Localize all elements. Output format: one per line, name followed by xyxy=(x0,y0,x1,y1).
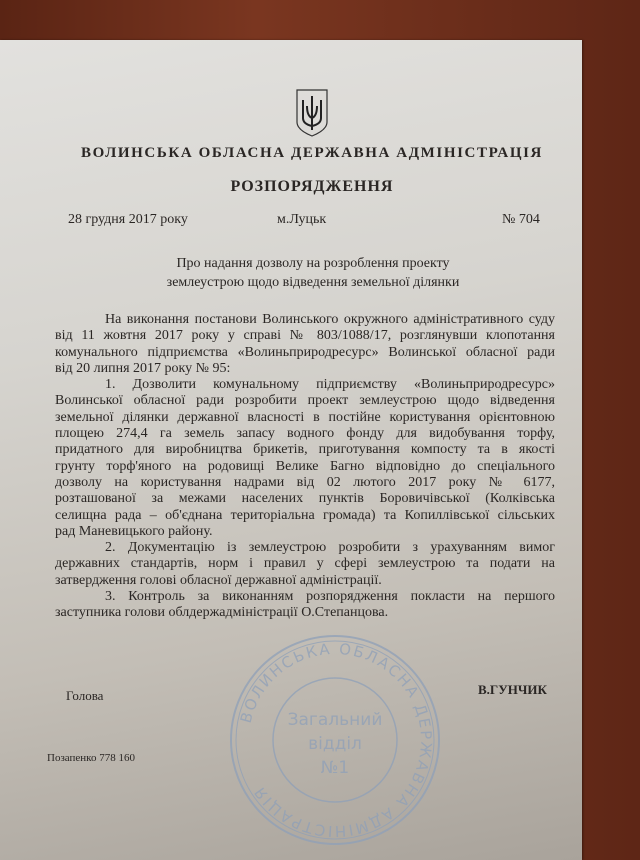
body-line: придатного для виробництва брикетів, приготування компосту та в якості xyxy=(55,442,555,458)
body-line: площею 274,4 га земель запасу водного фонду для видобування торфу, xyxy=(55,426,555,442)
body-line: 3. Контроль за виконанням розпорядження покласти на першого xyxy=(105,589,555,605)
body-line: від 11 жовтня 2017 року у справі № 803/1088/17, розглянувши клопотання xyxy=(55,328,555,344)
body-line: комунального підприємства «Волиньприродресурс» Волинської обласної ради xyxy=(55,344,555,360)
signatory-position: Голова xyxy=(66,688,104,703)
official-stamp xyxy=(228,633,443,848)
body-line: грунту торф'яного на родовищі Велике Багно відповідно до спеціального xyxy=(55,458,555,474)
body-line: затвердження голові обласної державної адміністрації. xyxy=(55,572,382,588)
organization-name: ВОЛИНСЬКА ОБЛАСНА ДЕРЖАВНА АДМІНІСТРАЦІЯ xyxy=(81,145,543,161)
body-line: селищна рада – об'єднана територіальна громада) та Копиллівської сільських xyxy=(55,507,555,523)
executor-contact: Позапенко 778 160 xyxy=(47,752,135,764)
body-line: земельної ділянки державної власності в постійне користування орієнтовною xyxy=(55,409,555,425)
svg-text:Загальний: Загальний xyxy=(287,710,383,730)
document-date: 28 грудня 2017 року xyxy=(68,212,188,227)
subject-line: землеустрою щодо відведення земельної ділянки xyxy=(166,275,460,290)
body-line: розташованої за межами населених пунктів Боровичівської (Колківська xyxy=(55,491,555,507)
document-number: № 704 xyxy=(502,212,540,227)
body-line: дозволу на користування надрами від 02 лютого 2017 року № 6177, xyxy=(55,474,555,490)
document-type: РОЗПОРЯДЖЕННЯ xyxy=(230,178,394,195)
document-body xyxy=(55,312,555,622)
svg-text:№1: №1 xyxy=(320,758,350,778)
body-line: 1. Дозволити комунальному підприємству «Волиньприродресурс» xyxy=(105,377,555,393)
body-line: На виконання постанови Волинського окружного адміністративного суду xyxy=(105,312,555,327)
body-line: державних стандартів, норм і правил у сфері землеустрою та подати на xyxy=(55,556,555,572)
svg-text:ВОЛИНСЬКА ОБЛАСНА ДЕРЖАВНА АДМ: ВОЛИНСЬКА ОБЛАСНА ДЕРЖАВНА АДМІНІСТРАЦІЯ xyxy=(236,639,436,841)
document-city: м.Луцьк xyxy=(277,212,327,227)
svg-text:відділ: відділ xyxy=(308,734,362,754)
subject-line: Про надання дозволу на розроблення проекту xyxy=(176,256,450,271)
body-line: 2. Документацію із землеустрою розробити з урахуванням вимог xyxy=(105,540,555,556)
coat-of-arms-trident-icon xyxy=(295,88,329,138)
body-line: від 20 липня 2017 року № 95: xyxy=(55,360,231,376)
body-line: рад Маневицького району. xyxy=(55,523,213,539)
signatory-name: В.ГУНЧИК xyxy=(478,682,547,697)
body-line: заступника голови облдержадміністрації О.Степанцова. xyxy=(55,605,389,621)
document-subject xyxy=(0,254,626,292)
body-line: Волинської обласної ради розробити проект землеустрою щодо відведення xyxy=(55,393,555,409)
